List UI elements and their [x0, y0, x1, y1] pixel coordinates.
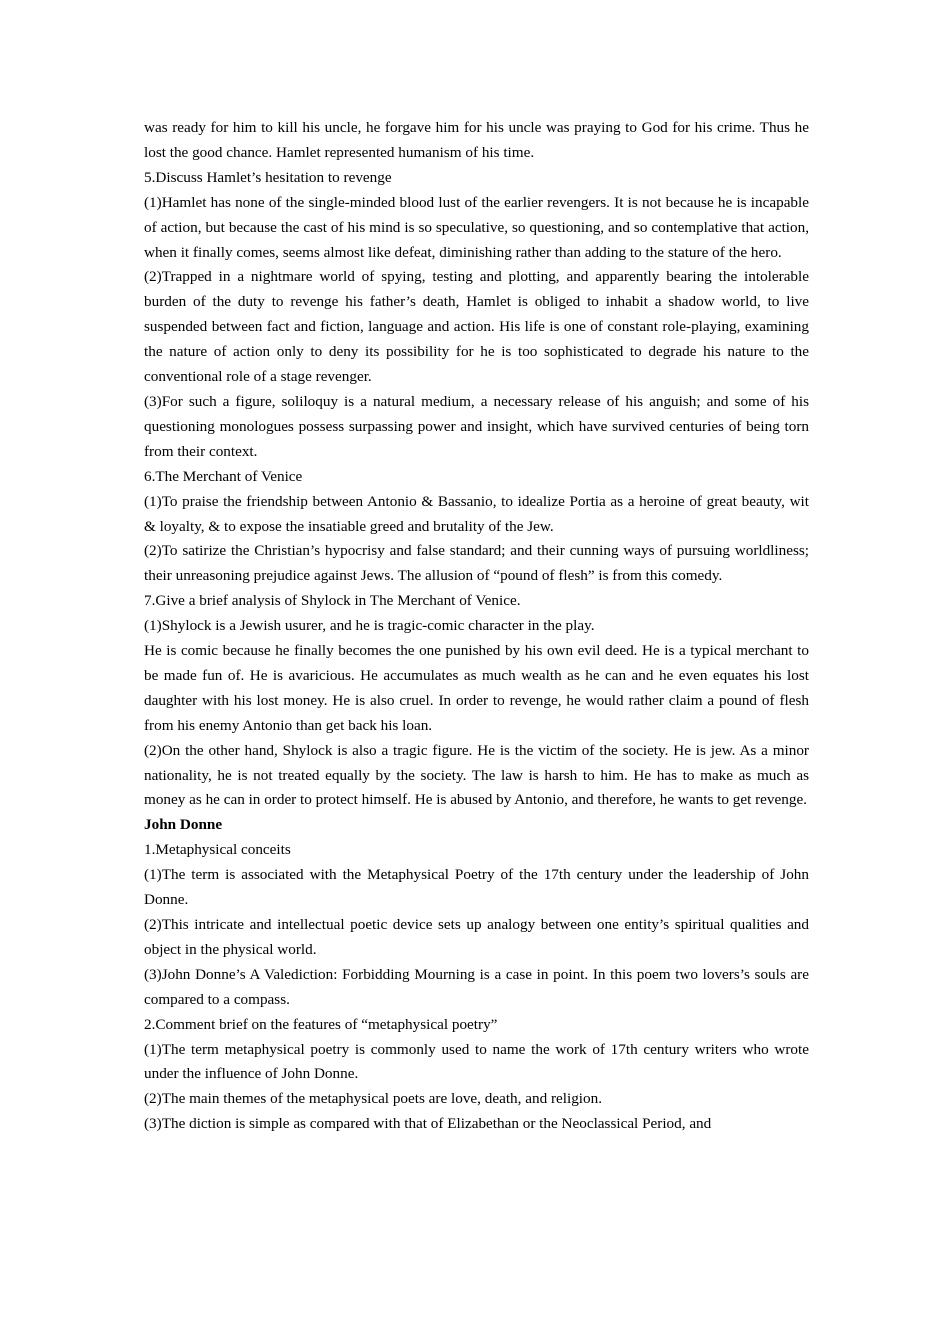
answer-5-point-3: (3)For such a figure, soliloquy is a natural medium, a necessary release of his anguish; and some of his questioning monologues possess surpassing power and insight, which have survived centuries of being torn from their context.: [144, 392, 809, 460]
donne-answer-2-point-1: (1)The term metaphysical poetry is commonly used to name the work of 17th century writers who wrote under the influence of John Donne.: [144, 1040, 809, 1083]
answer-5-point-1: (1)Hamlet has none of the single-minded blood lust of the earlier revengers. It is not because he is incapable of action, but because the cast of his mind is so speculative, so questioning, and so contemplative that action, when it finally comes, seems almost like defeat, diminishing rather than adding to the stature of the hero.: [144, 193, 809, 261]
answer-6-point-2: (2)To satirize the Christian’s hypocrisy and false standard; and their cunning ways of pursuing worldliness; their unreasoning prejudice against Jews. The allusion of “pound of flesh” is from this comedy.: [144, 542, 809, 585]
question-7-heading: 7.Give a brief analysis of Shylock in The Merchant of Venice.: [144, 592, 521, 610]
answer-6-point-1: (1)To praise the friendship between Antonio & Bassanio, to idealize Portia as a heroine of great beauty, wit & loyalty, & to expose the insatiable greed and brutality of the Jew.: [144, 492, 809, 535]
donne-question-2-heading: 2.Comment brief on the features of “metaphysical poetry”: [144, 1015, 498, 1033]
donne-answer-1-point-2: (2)This intricate and intellectual poetic device sets up analogy between one entity’s spiritual qualities and object in the physical world.: [144, 916, 809, 958]
answer-7-comic-explanation: He is comic because he finally becomes the one punished by his own evil deed. He is a typical merchant to be made fun of. He is avaricious. He accumulates as much wealth as he can and he even equates his lost daughter with his lost money. He is also cruel. In order to revenge, he would rather claim a pound of flesh from his enemy Antonio than get back his loan.: [144, 642, 809, 734]
question-5-heading: 5.Discuss Hamlet’s hesitation to revenge: [144, 168, 392, 186]
question-6-heading: 6.The Merchant of Venice: [144, 467, 303, 485]
donne-answer-1-point-1: (1)The term is associated with the Metaphysical Poetry of the 17th century under the leadership of John Donne.: [144, 866, 809, 909]
donne-answer-2-point-3: (3)The diction is simple as compared with that of Elizabethan or the Neoclassical Period, and: [144, 1115, 712, 1133]
donne-answer-2-point-2: (2)The main themes of the metaphysical poets are love, death, and religion.: [144, 1090, 602, 1108]
answer-7-point-1: (1)Shylock is a Jewish usurer, and he is tragic-comic character in the play.: [144, 617, 595, 635]
paragraph-hamlet-continuation: was ready for him to kill his uncle, he forgave him for his uncle was praying to God for his crime. Thus he lost the good chance. Hamlet represented humanism of his time.: [144, 119, 809, 161]
answer-7-point-2: (2)On the other hand, Shylock is also a tragic figure. He is the victim of the society. He is jew. As a minor nationality, he is not treated equally by the society. The law is harsh to him. He has to make as much as money as he can in order to protect himself. He is abused by Antonio, and therefore, he wants to get revenge.: [144, 741, 809, 809]
section-heading-john-donne: John Donne: [144, 816, 223, 834]
document-page: [144, 116, 809, 1137]
donne-question-1-heading: 1.Metaphysical conceits: [144, 841, 291, 859]
answer-5-point-2: (2)Trapped in a nightmare world of spying, testing and plotting, and apparently bearing the intolerable burden of the duty to revenge his father’s death, Hamlet is obliged to inhabit a shadow world, to live suspended between fact and fiction, language and action. His life is one of constant role-playing, examining the nature of action only to deny its possibility for he is too sophisticated to degrade his nature to the conventional role of a stage revenger.: [144, 268, 809, 386]
donne-answer-1-point-3: (3)John Donne’s A Valediction: Forbidding Mourning is a case in point. In this poem two lovers’s souls are compared to a compass.: [144, 965, 809, 1008]
